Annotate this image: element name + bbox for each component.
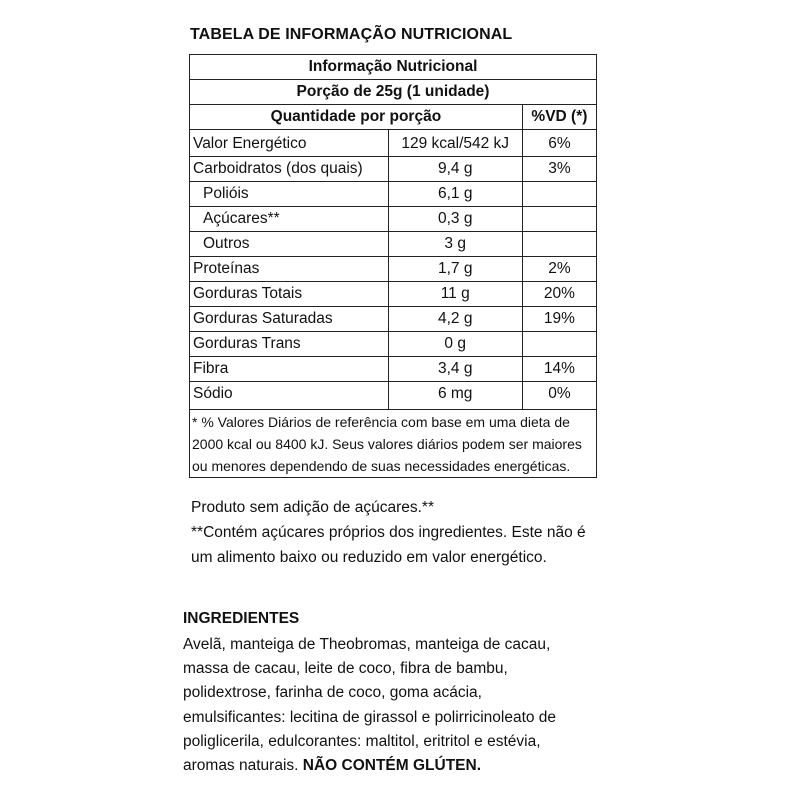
nutrient-name: Açúcares**: [203, 210, 280, 227]
nutrient-vd: 19%: [522, 307, 596, 332]
nutrient-vd: 20%: [522, 282, 596, 307]
nutrient-quantity: 129 kcal/542 kJ: [388, 130, 522, 157]
table-row: [190, 357, 597, 382]
nutrient-name: Gorduras Trans: [190, 332, 389, 357]
table-row: [190, 282, 597, 307]
portion-size: Porção de 25g (1 unidade): [190, 80, 597, 105]
table-row: [190, 382, 597, 410]
table-row: [190, 332, 597, 357]
nutrient-quantity: 6,1 g: [388, 182, 522, 207]
no-added-sugar-note: Produto sem adição de açúcares.**: [191, 499, 434, 516]
column-header-vd: %VD (*): [522, 105, 596, 130]
page-title: TABELA DE INFORMAÇÃO NUTRICIONAL: [190, 26, 513, 43]
table-row: [190, 257, 597, 282]
nutrient-quantity: 3 g: [388, 232, 522, 257]
nutrition-table: [189, 54, 597, 478]
nutrient-quantity: 11 g: [388, 282, 522, 307]
nutrient-vd: [522, 182, 596, 207]
table-row: [190, 307, 597, 332]
table-row: [190, 207, 597, 232]
nutrient-vd: 6%: [522, 130, 596, 157]
nutrient-quantity: 0,3 g: [388, 207, 522, 232]
nutrient-vd: 2%: [522, 257, 596, 282]
nutrient-quantity: 9,4 g: [388, 157, 522, 182]
nutrient-vd: 14%: [522, 357, 596, 382]
table-row: [190, 182, 597, 207]
nutrient-name: Sódio: [190, 382, 389, 410]
nutrient-quantity: 4,2 g: [388, 307, 522, 332]
nutrient-name: Valor Energético: [190, 130, 389, 157]
gluten-warning: NÃO CONTÉM GLÚTEN.: [302, 757, 482, 775]
nutrient-name: Gorduras Totais: [190, 282, 389, 307]
nutrient-quantity: 1,7 g: [388, 257, 522, 282]
table-row: [190, 157, 597, 182]
table-footnote: * % Valores Diários de referência com base em uma dieta de 2000 kcal ou 8400 kJ. Seus valores diários podem ser maiores ou menores dependendo de suas necessidades energéticas.: [190, 410, 597, 478]
nutrient-name: Gorduras Saturadas: [190, 307, 389, 332]
nutrient-name: Carboidratos (dos quais): [190, 157, 389, 182]
nutrient-vd: [522, 207, 596, 232]
ingredients-title: INGREDIENTES: [183, 610, 300, 627]
nutrient-name: Outros: [203, 235, 250, 252]
ingredients-list: Avelã, manteiga de Theobromas, manteiga de cacau, massa de cacau, leite de coco, fibra de bambu, polidextrose, farinha de coco, goma acácia, emulsificantes: lecitina de girassol e polirricinoleato de poliglicerila, edulcorantes: maltitol, eritritol e estévia, aromas naturais.: [183, 636, 557, 775]
nutrient-name: Polióis: [203, 185, 249, 202]
table-row: [190, 130, 597, 157]
column-header-quantity: Quantidade por porção: [190, 105, 523, 130]
nutrient-name: Proteínas: [190, 257, 389, 282]
ingredients-text: [183, 633, 583, 778]
nutrient-name: Fibra: [190, 357, 389, 382]
nutrient-quantity: 6 mg: [388, 382, 522, 410]
table-heading: Informação Nutricional: [190, 55, 597, 80]
nutrient-vd: 3%: [522, 157, 596, 182]
product-notes: [191, 495, 591, 570]
nutrient-vd: 0%: [522, 382, 596, 410]
nutrient-vd: [522, 332, 596, 357]
nutrient-quantity: 0 g: [388, 332, 522, 357]
table-row: [190, 232, 597, 257]
nutrient-quantity: 3,4 g: [388, 357, 522, 382]
sugar-origin-note: **Contém açúcares próprios dos ingredientes. Este não é um alimento baixo ou reduzido em valor energético.: [191, 524, 586, 566]
nutrient-vd: [522, 232, 596, 257]
